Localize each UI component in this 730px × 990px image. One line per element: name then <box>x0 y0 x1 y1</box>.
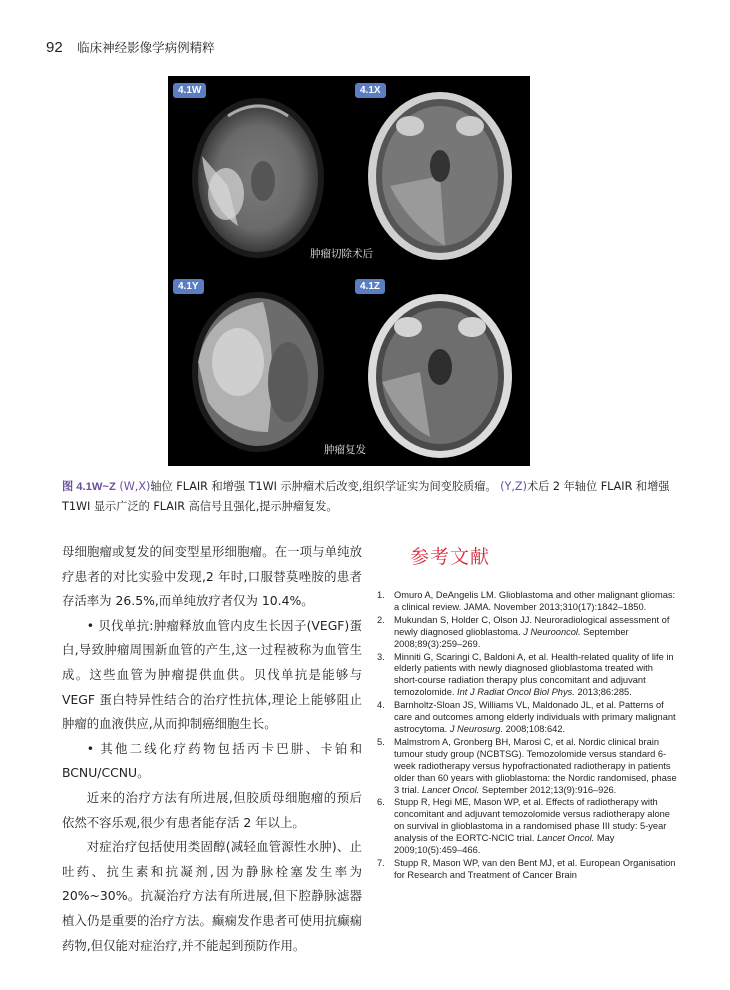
body-paragraph-prognosis: 近来的治疗方法有所进展,但胶质母细胞瘤的预后依然不容乐观,很少有患者能存活 2 年以上。 <box>62 789 362 830</box>
caption-part2-label: (Y,Z) <box>500 480 527 493</box>
reference-item: 6. Stupp R, Hegi ME, Mason WP, et al. Effects of radiotherapy with concomitant and adjuvant temozolomide versus radiotherapy alone on survival in glioblastoma in a randomised phase III study: 5-year analysis of the EORTC-NCIC trial. Lancet Oncol. May 2009;10(5):459–466. <box>377 797 670 856</box>
panel-x <box>310 76 530 270</box>
caption-part1-label: (W,X) <box>119 480 151 493</box>
panel-note-x: 肿瘤切除术后 <box>310 248 373 260</box>
caption-part2-text: 术后 2 年轴位 FLAIR 和增强 T1WI 显示广泛的 FLAIR 高信号且强化,提示肿瘤复发。 <box>62 480 670 513</box>
reference-item: 1. Omuro A, DeAngelis LM. Glioblastoma and other malignant gliomas: a clinical review. JAMA. November 2013;310(17):1842–1850. <box>377 590 676 612</box>
reference-item: 2. Mukundan S, Holder C, Olson JJ. Neuroradiological assessment of newly diagnosed glioblastoma. J Neurooncol. September 2008;89(3):259–269. <box>377 614 670 649</box>
panel-note-z: 肿瘤复发 <box>324 444 366 456</box>
caption-label: 图 4.1W~Z <box>62 481 116 493</box>
body-paragraph-symptomatic: 对症治疗包括使用类固醇(减轻血管源性水肿)、止吐药、抗生素和抗凝剂,因为静脉栓塞发生率为 20%~30%。抗凝治疗方法有所进展,但下腔静脉滤器植入仍是重要的治疗方法。癫痫发作患者可使用抗癫痫药物,但仅能对症治疗,并不能起到预防作用。 <box>62 839 362 953</box>
references-title: 参考文献 <box>410 546 491 568</box>
body-paragraph-bevacizumab: • 贝伐单抗:肿瘤释放血管内皮生长因子(VEGF)蛋白,导致肿瘤周围新血管的产生,这一过程被称为血管生成。这些血管为肿瘤提供血供。贝伐单抗是能够与 VEGF 蛋白特异性结合的治疗性抗体,理论上能够阻止肿瘤的血液供应,从而抑制癌细胞生长。 <box>62 617 362 732</box>
caption-part1-text: 轴位 FLAIR 和增强 T1WI 示肿瘤术后改变,组织学证实为间变胶质瘤。 <box>150 480 497 493</box>
panel-tag-x: 4.1X <box>355 83 386 98</box>
body-paragraph-second-line: • 其他二线化疗药物包括丙卡巴肼、卡铂和 BCNU/CCNU。 <box>62 740 362 781</box>
running-header <box>46 38 215 56</box>
body-text <box>62 540 362 958</box>
panel-y <box>168 272 348 466</box>
body-paragraph-1: 母细胞瘤或复发的间变型星形细胞瘤。在一项与单纯放疗患者的对比实验中发现,2 年时,口服替莫唑胺的患者存活率为 26.5%,而单纯放疗者仅为 10.4%。 <box>62 544 362 609</box>
reference-item: 3. Minniti G, Scaringi C, Baldoni A, et al. Health-related quality of life in elderly patients with newly diagnosed glioblastoma treated with short-course radiation therapy plus concomitant and adjuvant temozolomide. Int J Radiat Oncol Biol Phys. 2013;86:285. <box>377 651 674 698</box>
mri-image-z <box>350 272 530 466</box>
reference-item: 5. Malmstrom A, Gronberg BH, Marosi C, et al. Nordic clinical brain tumour study group (NCBTSG). Temozolomide versus standard 6-week radiotherapy versus hypofractionated radiotherapy in patients older than 60 years with glioblastoma: the Nordic randomised, phase 3 trial. Lancet Oncol. September 2012;13(9):916–926. <box>377 736 677 795</box>
mri-image-y <box>168 272 348 466</box>
references-list <box>377 590 677 883</box>
panel-w <box>168 76 348 270</box>
reference-item: 7. Stupp R, Mason WP, van den Bent MJ, et al. European Organisation for Research and Treatment of Cancer Brain <box>377 857 676 880</box>
panel-tag-z: 4.1Z <box>355 279 385 294</box>
panel-tag-y: 4.1Y <box>173 279 204 294</box>
book-title: 临床神经影像学病例精粹 <box>77 40 215 55</box>
mri-image-x <box>350 76 530 270</box>
panel-tag-w: 4.1W <box>173 83 206 98</box>
mri-image-w <box>168 76 348 270</box>
mri-figure <box>168 76 530 466</box>
figure-caption <box>62 477 674 516</box>
reference-item: 4. Barnholtz-Sloan JS, Williams VL, Maldonado JL, et al. Patterns of care and outcomes among elderly individuals with primary malignant astrocytoma. J Neurosurg. 2008;108:642. <box>377 700 676 734</box>
page-number: 92 <box>46 39 63 56</box>
panel-z <box>324 272 530 466</box>
